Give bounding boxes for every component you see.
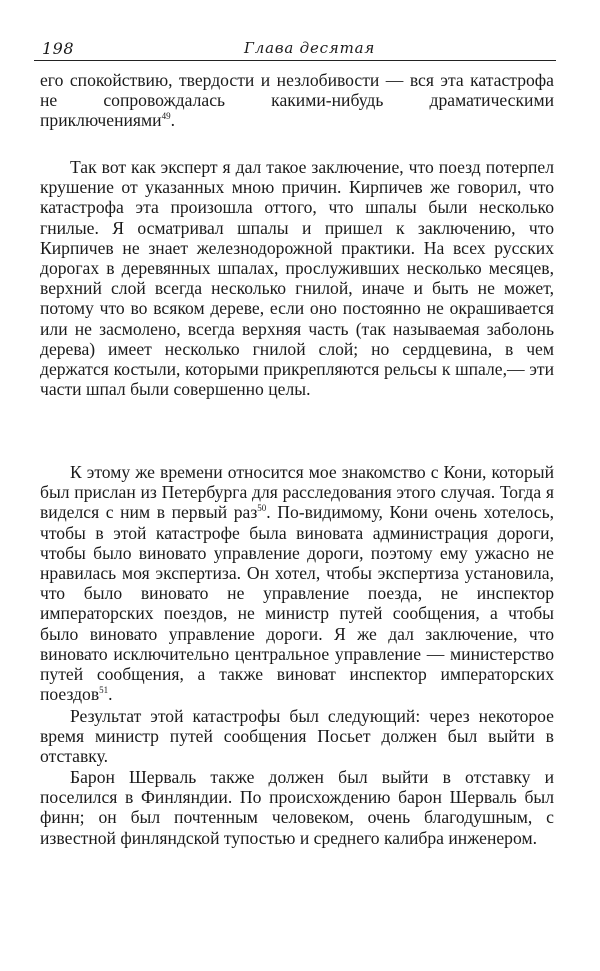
page-number: 198: [42, 39, 75, 58]
paragraph-3-text-a: К этому же времени относится мое знакомство с Кони, который был прислан из Петербурга для расследования этого случая. Тогда я виделся с ним в первый раз: [40, 462, 554, 523]
paragraph-1: [40, 70, 554, 131]
paragraph-3-text-b: . По-видимому, Кони очень хотелось, чтобы в этой катастрофе была виновата администрация дороги, чтобы было виновато управление дороги, поэтому ему ужасно не нравилась моя экспертиза. Он хотел, чтобы экспертиза установила, что было виновато не управление поезда, не инспектор императорских поездов, не министр путей сообщения, а чтобы было виновато управление дороги. Я же дал заключение, что виновато исключительно центральное управление — министерство путей сообщения, а также виноват инспектор императорских поездов: [40, 502, 555, 705]
footnote-ref-50: 50: [257, 503, 267, 514]
chapter-title: Глава десятая: [244, 39, 376, 57]
book-page: [34, 0, 556, 971]
paragraph-3-end: .: [108, 684, 113, 705]
paragraph-2: Так вот как эксперт я дал такое заключение, что поезд потерпел крушение от указанных мною причин. Кирпичев же говорил, что катастрофа эта произошла оттого, что шпалы были несколько гнилые. Я осматривал шпалы и пришел к заключению, что Кирпичев не знает железнодорожной практики. На всех русских дорогах в деревянных шпалах, прослуживших несколько месяцев, верхний слой всегда несколько гнилой, иначе и быть не может, потому что во всяком дереве, если оно постоянно не окрашивается или не засмолено, всегда верхняя часть (так называемая заболонь дерева) имеет несколько гнилой слой; но сердцевина, в чем держатся костыли, которыми прикрепляются рельсы к шпале,— эти части шпал были совершенно целы.: [40, 157, 554, 400]
paragraph-1-end: .: [170, 110, 175, 131]
footnote-ref-49: 49: [161, 111, 171, 122]
paragraph-3: [40, 462, 554, 704]
paragraph-1-text: его спокойствию, твердости и незлобивости — вся эта катастрофа не сопровождалась какими-нибудь драматическими приключениями: [40, 70, 554, 131]
paragraph-4: Результат этой катастрофы был следующий: через некоторое время министр путей сообщения Посьет должен был выйти в отставку.: [40, 706, 554, 767]
footnote-ref-51: 51: [99, 685, 109, 696]
paragraph-5: Барон Шерваль также должен был выйти в отставку и поселился в Финляндии. По происхождению барон Шерваль был финн; он был почтенным человеком, очень благодушным, с известной финляндской тупостью и среднего калибра инженером.: [40, 767, 554, 848]
running-header: [34, 36, 556, 61]
